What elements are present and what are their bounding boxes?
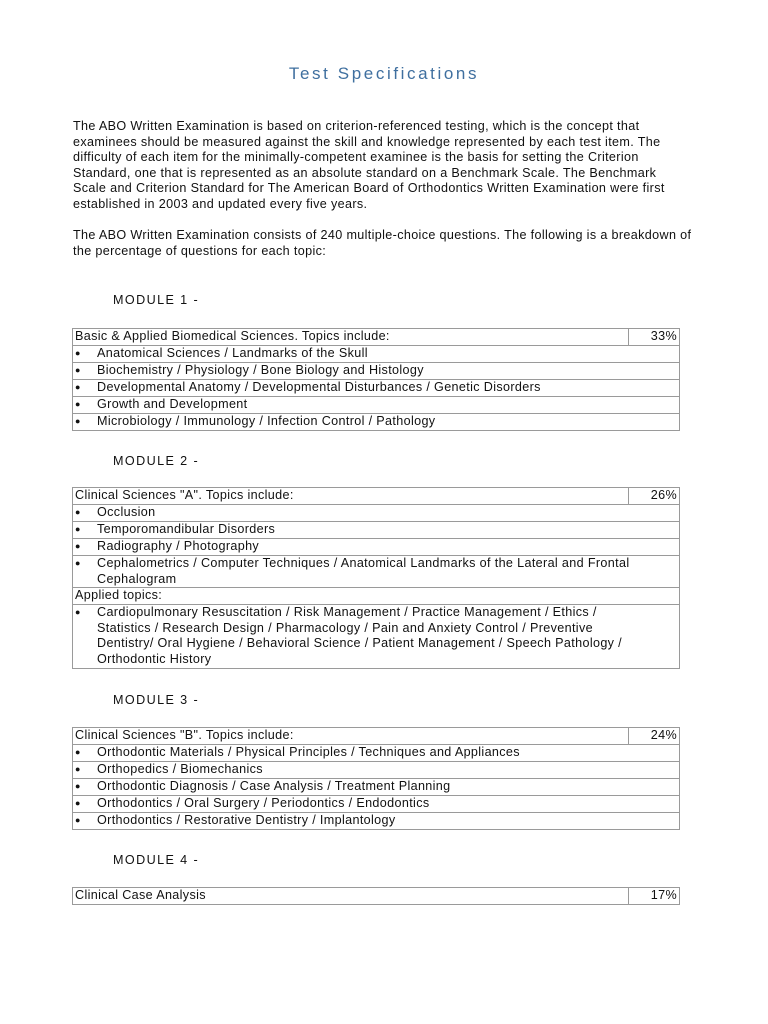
- bullet-icon: ●: [75, 815, 81, 825]
- bullet-icon: ●: [75, 798, 81, 808]
- topic-item: Growth and Development: [97, 397, 248, 411]
- intro-paragraph: The ABO Written Examination is based on criterion-referenced testing, which is the concept that examinees should be measured against the skill and knowledge represented by each test item. The difficulty of each item for the minimally-competent examinee is the basis for setting the Criterion Standard, one that is represented as an absolute standard on a Benchmark Scale. The Benchmark Scale and Criterion Standard for The American Board of Orthodontics Written Examination were first established in 2003 and updated every five years.: [73, 119, 665, 211]
- module-heading: Clinical Case Analysis: [73, 888, 629, 905]
- module-percent: 26%: [629, 488, 680, 505]
- table-row: [73, 539, 680, 556]
- table-row: [73, 380, 680, 397]
- table-row: [73, 605, 680, 668]
- module-2-label: MODULE 2 -: [113, 454, 200, 468]
- table-header-row: [73, 728, 680, 745]
- bullet-icon: ●: [75, 764, 81, 774]
- topic-item: Biochemistry / Physiology / Bone Biology and Histology: [97, 363, 424, 377]
- module-percent: 24%: [629, 728, 680, 745]
- table-row: [73, 414, 680, 431]
- breakdown-paragraph: The ABO Written Examination consists of 240 multiple-choice questions. The following is a breakdown of the percentage of questions for each topic:: [73, 228, 692, 258]
- topic-item: Cardiopulmonary Resuscitation / Risk Management / Practice Management / Ethics / Statistics / Research Design / Pharmacology / Pain and Anxiety Control / Preventive Dentistry/ Oral Hygiene / Behavioral Science / Patient Management / Speech Pathology / Orthodontic History: [97, 605, 623, 666]
- table-row: [73, 363, 680, 380]
- topic-item: Orthodontic Materials / Physical Principles / Techniques and Appliances: [97, 745, 520, 759]
- bullet-icon: ●: [75, 524, 81, 534]
- topic-item: Orthopedics / Biomechanics: [97, 762, 263, 776]
- module-percent: 17%: [629, 888, 680, 905]
- table-header-row: [73, 888, 680, 905]
- module-heading: Basic & Applied Biomedical Sciences. Topics include:: [73, 329, 629, 346]
- bullet-icon: ●: [75, 558, 81, 568]
- bullet-icon: ●: [75, 399, 81, 409]
- topic-item: Developmental Anatomy / Developmental Disturbances / Genetic Disorders: [97, 380, 541, 394]
- module-2-table: [72, 487, 680, 669]
- topic-item: Temporomandibular Disorders: [97, 522, 276, 536]
- topic-item: Orthodontics / Restorative Dentistry / Implantology: [97, 813, 396, 827]
- topic-item: Microbiology / Immunology / Infection Control / Pathology: [97, 414, 436, 428]
- module-4-table: [72, 887, 680, 905]
- table-row: [73, 745, 680, 762]
- table-row: [73, 522, 680, 539]
- module-1-table: [72, 328, 680, 431]
- table-subheading-row: [73, 588, 680, 605]
- bullet-icon: ●: [75, 507, 81, 517]
- bullet-icon: ●: [75, 348, 81, 358]
- bullet-icon: ●: [75, 781, 81, 791]
- topic-item: Radiography / Photography: [97, 539, 260, 553]
- topic-item: Anatomical Sciences / Landmarks of the Skull: [97, 346, 368, 360]
- table-row: [73, 556, 680, 588]
- topic-item: Orthodontic Diagnosis / Case Analysis / Treatment Planning: [97, 779, 451, 793]
- bullet-icon: ●: [75, 607, 81, 618]
- table-row: [73, 505, 680, 522]
- table-row: [73, 779, 680, 796]
- module-3-table: [72, 727, 680, 830]
- bullet-icon: ●: [75, 365, 81, 375]
- table-row: [73, 813, 680, 830]
- module-heading: Clinical Sciences "B". Topics include:: [73, 728, 629, 745]
- module-percent: 33%: [629, 329, 680, 346]
- bullet-icon: ●: [75, 382, 81, 392]
- table-header-row: [73, 488, 680, 505]
- topic-item: Cephalometrics / Computer Techniques / Anatomical Landmarks of the Lateral and Frontal Cephalogram: [97, 556, 630, 586]
- module-1-label: MODULE 1 -: [113, 293, 200, 307]
- bullet-icon: ●: [75, 747, 81, 757]
- module-4-label: MODULE 4 -: [113, 853, 200, 867]
- table-row: [73, 796, 680, 813]
- bullet-icon: ●: [75, 416, 81, 426]
- module-heading: Clinical Sciences "A". Topics include:: [73, 488, 629, 505]
- table-header-row: [73, 329, 680, 346]
- page-title: Test Specifications: [288, 64, 480, 83]
- applied-topics-heading: Applied topics:: [73, 588, 680, 605]
- module-3-label: MODULE 3 -: [113, 693, 200, 707]
- topic-item: Orthodontics / Oral Surgery / Periodontics / Endodontics: [97, 796, 430, 810]
- topic-item: Occlusion: [97, 505, 156, 519]
- table-row: [73, 346, 680, 363]
- table-row: [73, 397, 680, 414]
- bullet-icon: ●: [75, 541, 81, 551]
- table-row: [73, 762, 680, 779]
